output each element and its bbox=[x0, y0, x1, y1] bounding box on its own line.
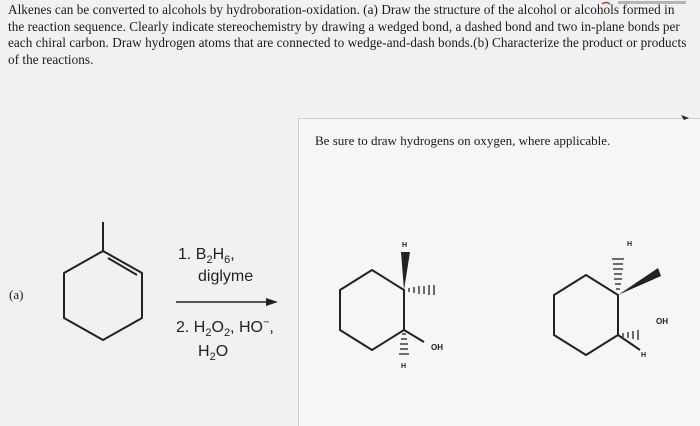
part-a-label: (a) bbox=[9, 287, 24, 302]
reagent-water: $H_2O$ bbox=[198, 343, 229, 364]
hydroxyl-label: OH bbox=[656, 317, 668, 326]
dash-bond-oh bbox=[623, 330, 638, 340]
hydroxyl-label: OH bbox=[431, 343, 443, 352]
panel-note: Be sure to draw hydrogens on oxygen, where applicable. bbox=[315, 133, 611, 148]
hydrogen-label: H bbox=[401, 363, 407, 370]
reagent-solvent: diglyme bbox=[198, 268, 254, 285]
question-text: Alkenes can be converted to alcohols by hydroboration-oxidation. (a) Draw the structure of the alcohol or alcohols formed in the reaction sequence. Clearly indicate stereochemistry by drawing a wedged bond, a dashed bond and two in-plane bonds per each chiral carbon. Draw hydrogen atoms that are connected to wedge-and-dash bonds.(b) Characterize the product or products of the reactions. bbox=[8, 2, 687, 67]
dash-bond bbox=[612, 259, 624, 289]
dash-bond-lower bbox=[399, 334, 409, 354]
reagent-step-1: 1. $B_2H_6$, bbox=[178, 246, 235, 267]
wedge-bond bbox=[618, 268, 661, 295]
oh-bond bbox=[404, 330, 424, 342]
wedge-bond bbox=[401, 252, 410, 290]
mouse-cursor-icon bbox=[681, 115, 689, 120]
hydrogen-label: H bbox=[402, 242, 408, 249]
product-1[interactable] bbox=[340, 242, 443, 370]
h-bond bbox=[618, 335, 640, 350]
hydrogen-label: H bbox=[627, 241, 633, 248]
product-2[interactable] bbox=[554, 241, 668, 359]
dash-bond bbox=[409, 285, 434, 295]
hydrogen-label: H bbox=[641, 352, 647, 359]
reagent-step-2: 2. $H_2O_2$, HO−, bbox=[176, 316, 274, 340]
